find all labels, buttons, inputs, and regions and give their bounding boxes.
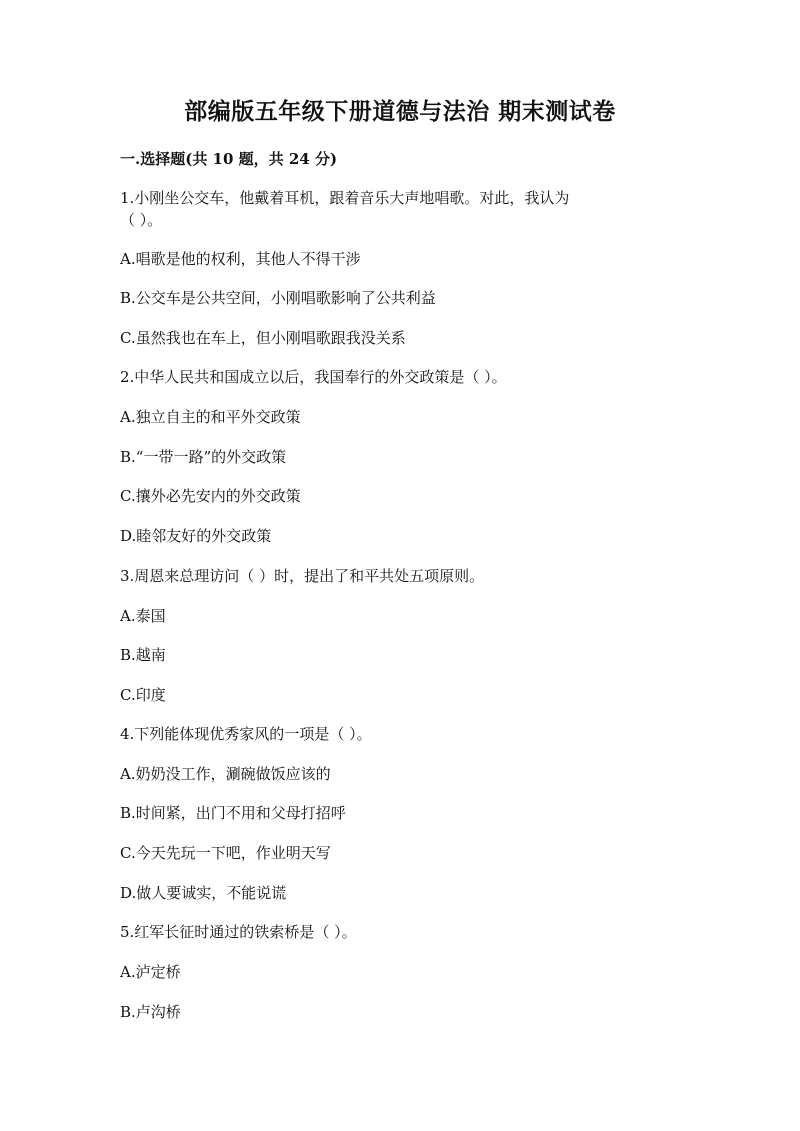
question-4-option-d: D.做人要诚实，不能说谎 [120,884,287,902]
question-3-option-a: A.泰国 [120,607,166,625]
question-3-option-b: B.越南 [120,646,166,664]
question-3-stem: 3.周恩来总理访问（ ）时，提出了和平共处五项原则。 [120,567,485,585]
section-header: 一.选择题(共 10 题，共 24 分) [120,150,338,168]
question-2-option-b: B.“一带一路”的外交政策 [120,448,287,466]
question-1-stem: 1.小刚坐公交车，他戴着耳机，跟着音乐大声地唱歌。对此，我认为 [120,189,570,207]
question-1-option-c: C.虽然我也在车上，但小刚唱歌跟我没关系 [120,329,406,347]
question-4-option-c: C.今天先玩一下吧，作业明天写 [120,844,331,862]
question-3-option-c: C.印度 [120,686,166,704]
question-1-stem-cont: （ ）。 [120,211,163,229]
question-2-option-c: C.攘外必先安内的外交政策 [120,487,301,505]
question-5-option-a: A.泸定桥 [120,963,181,981]
question-4-option-a: A.奶奶没工作，涮碗做饭应该的 [120,765,331,783]
exam-title: 部编版五年级下册道德与法治 期末测试卷 [184,98,616,125]
question-1-option-a: A.唱歌是他的权利，其他人不得干涉 [120,250,361,268]
question-2-option-d: D.睦邻友好的外交政策 [120,527,272,545]
question-5-option-b: B.卢沟桥 [120,1003,181,1021]
question-1-option-b: B.公交车是公共空间，小刚唱歌影响了公共利益 [120,289,436,307]
question-2-option-a: A.独立自主的和平外交政策 [120,408,301,426]
question-5-stem: 5.红军长征时通过的铁索桥是（ ）。 [120,923,357,941]
question-2-stem: 2.中华人民共和国成立以后，我国奉行的外交政策是（ ）。 [120,368,507,386]
question-4-option-b: B.时间紧，出门不用和父母打招呼 [120,804,346,822]
question-4-stem: 4.下列能体现优秀家风的一项是（ ）。 [120,725,372,743]
